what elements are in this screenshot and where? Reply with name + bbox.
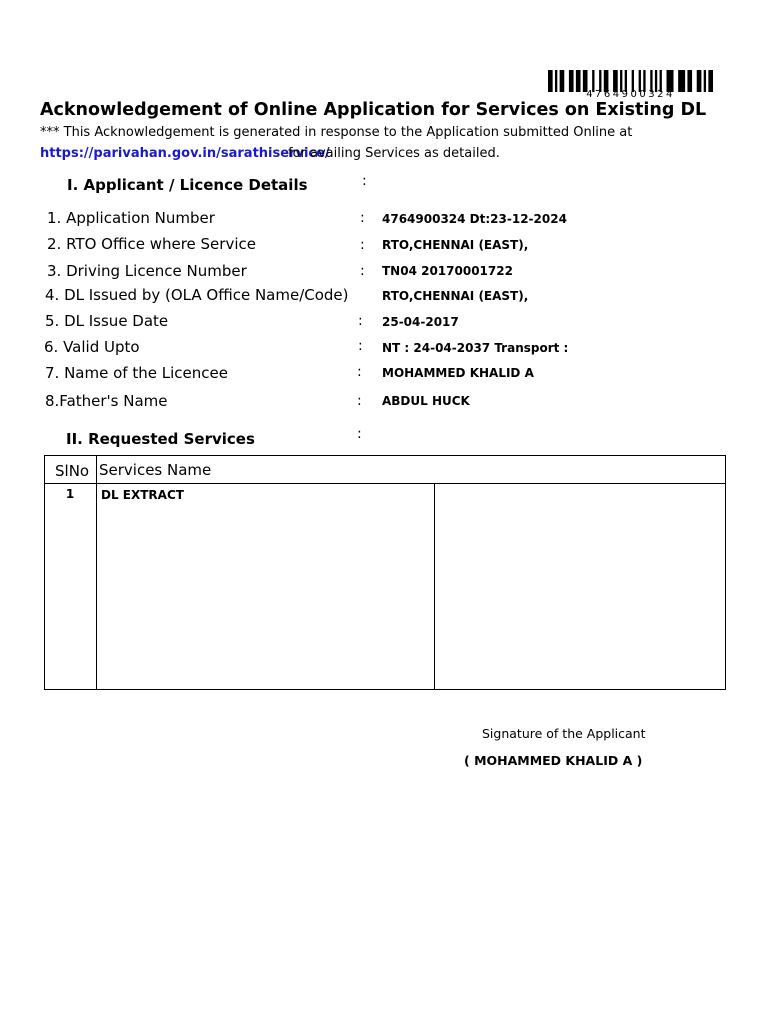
field-label-father-name: 8.Father's Name bbox=[45, 392, 168, 410]
page-title: Acknowledgement of Online Application for Services on Existing DL bbox=[40, 100, 707, 120]
field-label-valid-upto: 6. Valid Upto bbox=[44, 338, 140, 356]
table-column-divider bbox=[96, 455, 97, 690]
table-border-bottom bbox=[44, 689, 726, 690]
field-label-dl-number: 3. Driving Licence Number bbox=[47, 262, 247, 280]
field-value-application-number: 4764900324 Dt:23-12-2024 bbox=[382, 212, 567, 226]
field-value-dl-issued-by: RTO,CHENNAI (EAST), bbox=[382, 289, 529, 303]
field-colon: : bbox=[357, 393, 362, 409]
field-value-dl-issue-date: 25-04-2017 bbox=[382, 315, 459, 329]
field-label-rto-office: 2. RTO Office where Service bbox=[47, 235, 256, 253]
signature-label: Signature of the Applicant bbox=[482, 726, 646, 741]
section-applicant-colon: : bbox=[362, 173, 367, 189]
field-value-dl-number: TN04 20170001722 bbox=[382, 264, 513, 278]
field-colon: : bbox=[357, 364, 362, 380]
section-services-heading: II. Requested Services bbox=[66, 430, 255, 448]
field-value-father-name: ABDUL HUCK bbox=[382, 394, 470, 408]
table-cell-service: DL EXTRACT bbox=[101, 488, 184, 502]
signature-name: ( MOHAMMED KHALID A ) bbox=[464, 753, 643, 768]
field-label-licencee-name: 7. Name of the Licencee bbox=[45, 364, 228, 382]
parivahan-link[interactable]: https://parivahan.gov.in/sarathiservice/ bbox=[40, 146, 330, 161]
table-header-service-name: Services Name bbox=[99, 461, 212, 479]
table-column-divider bbox=[434, 483, 435, 690]
field-label-application-number: 1. Application Number bbox=[47, 209, 215, 227]
field-colon: : bbox=[358, 313, 363, 329]
field-colon: : bbox=[360, 237, 365, 253]
field-label-dl-issued-by: 4. DL Issued by (OLA Office Name/Code) bbox=[45, 286, 349, 304]
field-colon: : bbox=[358, 338, 363, 354]
table-cell-slno: 1 bbox=[65, 487, 75, 501]
table-border-right bbox=[725, 455, 726, 690]
table-header-divider bbox=[44, 483, 726, 484]
table-header-slno: SlNo bbox=[55, 462, 90, 480]
field-colon: : bbox=[360, 263, 365, 279]
section-applicant-heading: I. Applicant / Licence Details bbox=[67, 176, 308, 194]
ack-note: *** This Acknowledgement is generated in response to the Application submitted Online at bbox=[40, 125, 633, 140]
ack-note-cont: for availing Services as detailed. bbox=[288, 146, 500, 161]
section-services-colon: : bbox=[357, 426, 362, 442]
barcode-number: 4764900324 bbox=[586, 89, 675, 100]
field-value-valid-upto: NT : 24-04-2037 Transport : bbox=[382, 341, 569, 355]
services-table bbox=[44, 455, 726, 690]
field-colon: : bbox=[360, 210, 365, 226]
field-value-licencee-name: MOHAMMED KHALID A bbox=[382, 366, 534, 380]
field-value-rto-office: RTO,CHENNAI (EAST), bbox=[382, 238, 529, 252]
field-label-dl-issue-date: 5. DL Issue Date bbox=[45, 312, 169, 330]
table-border-top bbox=[44, 455, 726, 456]
